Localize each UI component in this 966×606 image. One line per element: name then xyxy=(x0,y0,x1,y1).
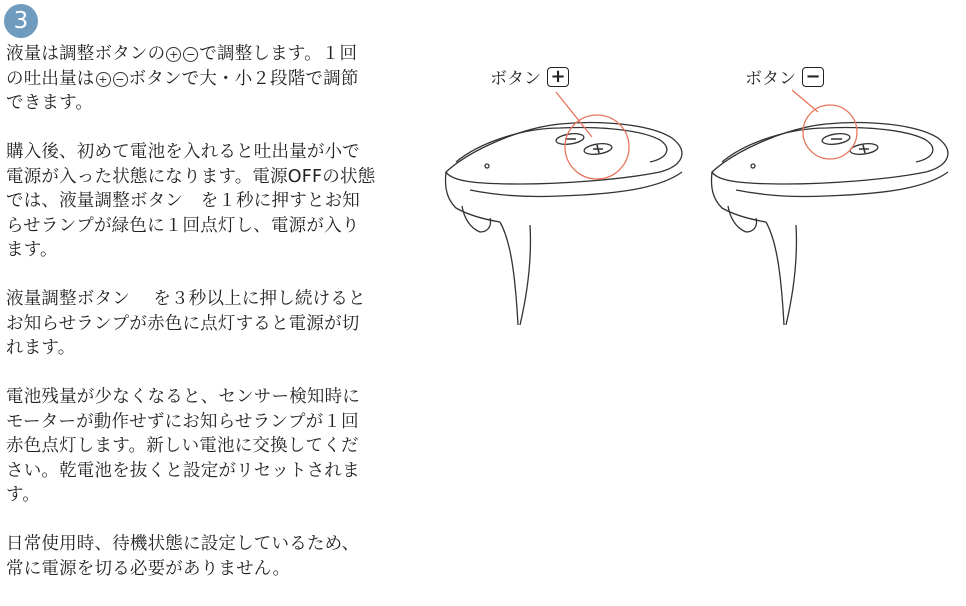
plus-button-icon: + xyxy=(96,72,111,87)
dispenser-right-drawing xyxy=(711,123,948,325)
step-number-badge: 3 xyxy=(4,4,38,38)
minus-icon: − xyxy=(802,67,824,87)
paragraph-power-off: 液量調整ボタン を３秒以上に押し続けると お知らせランプが赤色に点灯すると電源が切 れます。 xyxy=(6,289,366,358)
minus-button-icon: − xyxy=(113,72,128,87)
paragraph-standby: 日常使用時、待機状態に設定しているため、 常に電源を切る必要がありません。 xyxy=(6,534,360,579)
p1-text-c: ボタンで大・小２段階で調節 できます。 xyxy=(6,68,359,113)
minus-button-icon: − xyxy=(183,47,198,62)
p1-text-a: 液量は調整ボタンの xyxy=(6,44,166,64)
plus-button-icon: + xyxy=(166,47,181,62)
plus-callout-label: ボタン xyxy=(490,69,541,89)
paragraph-power-on: 購入後、初めて電池を入れると吐出量が小で 電源が入った状態になります。電源OFFの状態 では、液量調整ボタン を１秒に押すとお知 らせランプが緑色に１回点灯し、電源が入り ます。 xyxy=(6,142,376,260)
minus-highlight-circle xyxy=(803,105,857,159)
plus-icon: + xyxy=(547,67,569,87)
minus-leader-line xyxy=(792,90,818,112)
dispenser-left-drawing xyxy=(445,123,682,325)
minus-callout-label: ボタン xyxy=(745,69,796,89)
p1-text-b: で調整します。１回 の吐出量は xyxy=(6,44,358,89)
plus-leader-line xyxy=(556,92,592,137)
paragraph-battery: 電池残量が少なくなると、センサー検知時に モーターが動作せずにお知らせランプが１回 赤色点灯します。新しい電池に交換してくだ さい。乾電池を抜くと設定がリセットされま す。 xyxy=(6,387,360,505)
